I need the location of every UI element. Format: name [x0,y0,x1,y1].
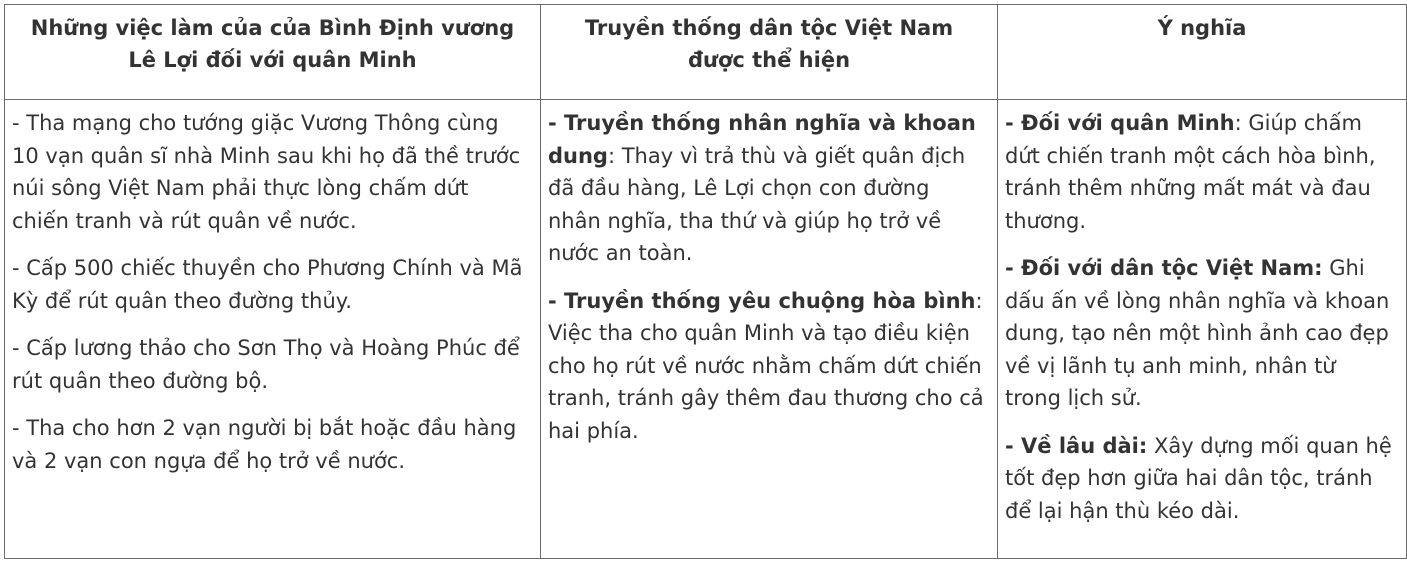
table-header-row [5,5,1407,100]
meaning-text: Xây dựng mối quan hệ tốt đẹp hơn giữa hai dân tộc, tránh để lại hận thù kéo dài. [1005,433,1392,523]
meaning-item [1005,252,1397,415]
tradition-item [548,285,988,448]
meaning-cell [998,100,1407,559]
meaning-item [1005,107,1397,237]
tradition-text: : Việc tha cho quân Minh và tạo điều kiện cho họ rút về nước nhằm chấm dứt chiến tranh, tránh gây thêm đau thương cho cả hai phía. [548,288,984,443]
tradition-text: : Thay vì trả thù và giết quân địch đã đầu hàng, Lê Lợi chọn con đường nhân nghĩa, tha thứ và giúp họ trở về nước an toàn. [548,143,966,265]
action-item: - Tha cho hơn 2 vạn người bị bắt hoặc đầu hàng và 2 vạn con ngựa để họ trở về nước. [12,416,517,473]
action-item: - Tha mạng cho tướng giặc Vương Thông cùng 10 vạn quân sĩ nhà Minh sau khi họ đã thề trước núi sông Việt Nam phải thực lòng chấm dứt chiến tranh và rút quân về nước. [12,111,521,233]
actions-cell [5,100,541,559]
table-row [5,100,1407,559]
tradition-item [548,107,988,270]
action-item: - Cấp lương thảo cho Sơn Thọ và Hoàng Phúc để rút quân theo đường bộ. [12,336,520,393]
meaning-title: - Về lâu dài: [1005,433,1148,458]
meaning-title: - Đối với quân Minh [1005,111,1235,135]
tradition-title: - Truyền thống yêu chuộng hòa bình [548,288,976,313]
traditions-cell [541,100,998,559]
tradition-title: - Truyền thống nhân nghĩa và khoan dung [548,111,976,168]
meaning-text: Ghi dấu ấn về lòng nhân nghĩa và khoan dung, tạo nên một hình ảnh cao đẹp về vị lãnh tụ anh minh, nhân từ trong lịch sử. [1005,256,1390,410]
meaning-text: : Giúp chấm dứt chiến tranh một cách hòa bình, tránh thêm những mất mát và đau thương. [1005,111,1376,233]
header-traditions: Truyền thống dân tộc Việt Nam được thể hiện [541,5,998,100]
header-actions: Những việc làm của của Bình Định vương Lê Lợi đối với quân Minh [5,5,541,100]
meaning-title: - Đối với dân tộc Việt Nam: [1005,256,1323,280]
action-item: - Cấp 500 chiếc thuyền cho Phương Chính và Mã Kỳ để rút quân theo đường thủy. [12,256,523,313]
header-meaning: Ý nghĩa [998,5,1407,100]
history-table [4,4,1407,559]
meaning-item [1005,430,1397,528]
